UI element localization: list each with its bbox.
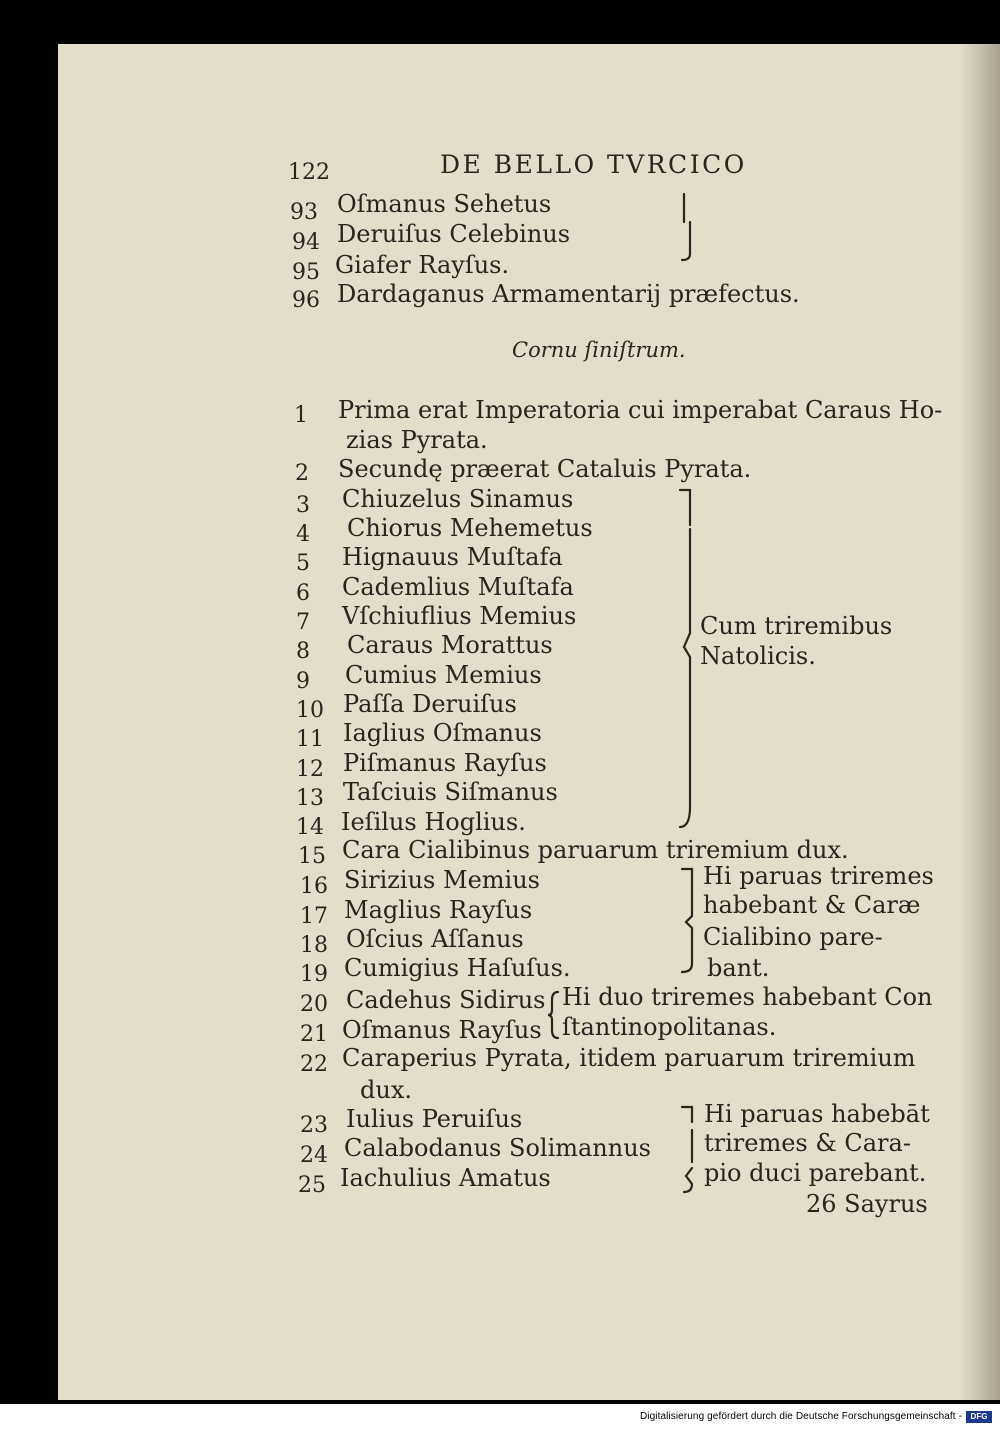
line-number: 96	[292, 288, 320, 313]
list-item: Iulius Peruiſus	[346, 1105, 523, 1133]
list-item: Cara Cialibinus paruarum triremium dux.	[342, 836, 849, 864]
list-item: Hignauus Muſtafa	[342, 543, 563, 571]
line-number: 7	[296, 610, 310, 635]
catchword: 26 Sayrus	[806, 1190, 928, 1218]
note-line: Hi paruas triremes	[703, 862, 934, 890]
line-number: 20	[300, 992, 328, 1017]
list-item: Cadehus Sidirus	[346, 986, 546, 1014]
note-line: Cialibino pare-	[703, 923, 883, 951]
list-item: Caraus Morattus	[347, 631, 553, 659]
line-number: 18	[300, 933, 328, 958]
line-number: 14	[296, 815, 324, 840]
list-item: Piſmanus Rayſus	[343, 749, 547, 777]
list-item: Calabodanus Solimannus	[344, 1134, 651, 1162]
list-item: Cumigius Haſuſus.	[344, 954, 571, 982]
list-item: Iaglius Oſmanus	[343, 719, 542, 747]
list-item: Caraperius Pyrata, itidem paruarum triremium	[342, 1044, 916, 1072]
line-number: 4	[296, 522, 310, 547]
note-line: triremes & Cara-	[704, 1129, 911, 1157]
line-number: 17	[300, 904, 328, 929]
list-item: Vſchiuflius Memius	[342, 602, 577, 630]
list-item: Oſmanus Rayſus	[342, 1016, 542, 1044]
digitization-footer	[0, 1404, 1000, 1430]
dfg-logo-icon: DFG	[966, 1411, 992, 1423]
line-number: 9	[296, 669, 310, 694]
list-item: Iachulius Amatus	[340, 1164, 551, 1192]
list-item-continuation: zias Pyrata.	[346, 426, 488, 454]
note-line: Hi paruas habebāt	[704, 1100, 930, 1128]
list-item: Paſſa Deruiſus	[343, 690, 517, 718]
line-number: 93	[290, 200, 318, 225]
line-number: 3	[296, 493, 310, 518]
note-line: pio duci parebant.	[704, 1159, 927, 1187]
note-line: habebant & Caræ	[703, 891, 921, 919]
line-number: 2	[295, 461, 309, 486]
list-item: Chiorus Mehemetus	[347, 514, 593, 542]
list-item: Dardaganus Armamentarij præfectus.	[337, 280, 800, 308]
line-number: 23	[300, 1113, 328, 1138]
line-number: 94	[292, 230, 320, 255]
list-item: Cademlius Muſtafa	[342, 573, 574, 601]
note-line: Cum triremibus	[700, 612, 893, 640]
list-item: Prima erat Imperatoria cui imperabat Caraus Ho-	[338, 396, 943, 424]
list-item-continuation: dux.	[360, 1076, 412, 1104]
bracket-list-d	[680, 1104, 702, 1196]
list-item: Deruiſus Celebinus	[337, 220, 571, 248]
note-line: bant.	[707, 954, 770, 982]
line-number: 95	[292, 260, 320, 285]
bracket-top	[676, 192, 696, 264]
line-number: 12	[296, 757, 324, 782]
line-number: 22	[300, 1052, 328, 1077]
page-number: 122	[288, 160, 330, 185]
bracket-list-a	[678, 487, 702, 833]
line-number: 21	[300, 1022, 328, 1047]
list-item: Sirizius Memius	[344, 866, 540, 894]
line-number: 24	[300, 1143, 328, 1168]
list-item: Cumius Memius	[345, 661, 542, 689]
list-item: Giafer Rayſus.	[335, 251, 510, 279]
section-title: Cornu ſiniſtrum.	[512, 338, 686, 362]
running-title: DE BELLO TVRCICO	[440, 150, 747, 179]
line-number: 5	[296, 551, 310, 576]
line-number: 15	[298, 844, 326, 869]
note-line: Natolicis.	[700, 642, 816, 670]
list-item: Chiuzelus Sinamus	[342, 485, 574, 513]
list-item: Maglius Rayſus	[344, 896, 533, 924]
page-gutter-shadow	[960, 44, 1000, 1400]
bracket-list-b	[680, 866, 702, 978]
list-item: Oſmanus Sehetus	[337, 190, 552, 218]
line-number: 10	[296, 698, 324, 723]
line-number: 19	[300, 962, 328, 987]
line-number: 11	[296, 727, 324, 752]
footer-credit: Digitalisierung gefördert durch die Deutsche Forschungsgemeinschaft -	[639, 1411, 962, 1422]
list-item: Ieſilus Hoglius.	[341, 808, 526, 836]
list-item: Secundę præerat Cataluis Pyrata.	[338, 455, 752, 483]
note-line: Hi duo triremes habebant Con	[562, 983, 933, 1011]
note-line: ſtantinopolitanas.	[562, 1013, 777, 1041]
line-number: 13	[296, 786, 324, 811]
line-number: 16	[300, 874, 328, 899]
line-number: 8	[296, 639, 310, 664]
line-number: 1	[294, 403, 308, 428]
line-number: 6	[296, 581, 310, 606]
list-item: Taſciuis Siſmanus	[343, 778, 558, 806]
brace-list-c	[546, 990, 562, 1040]
list-item: Oſcius Aſſanus	[346, 925, 524, 953]
line-number: 25	[298, 1173, 326, 1198]
